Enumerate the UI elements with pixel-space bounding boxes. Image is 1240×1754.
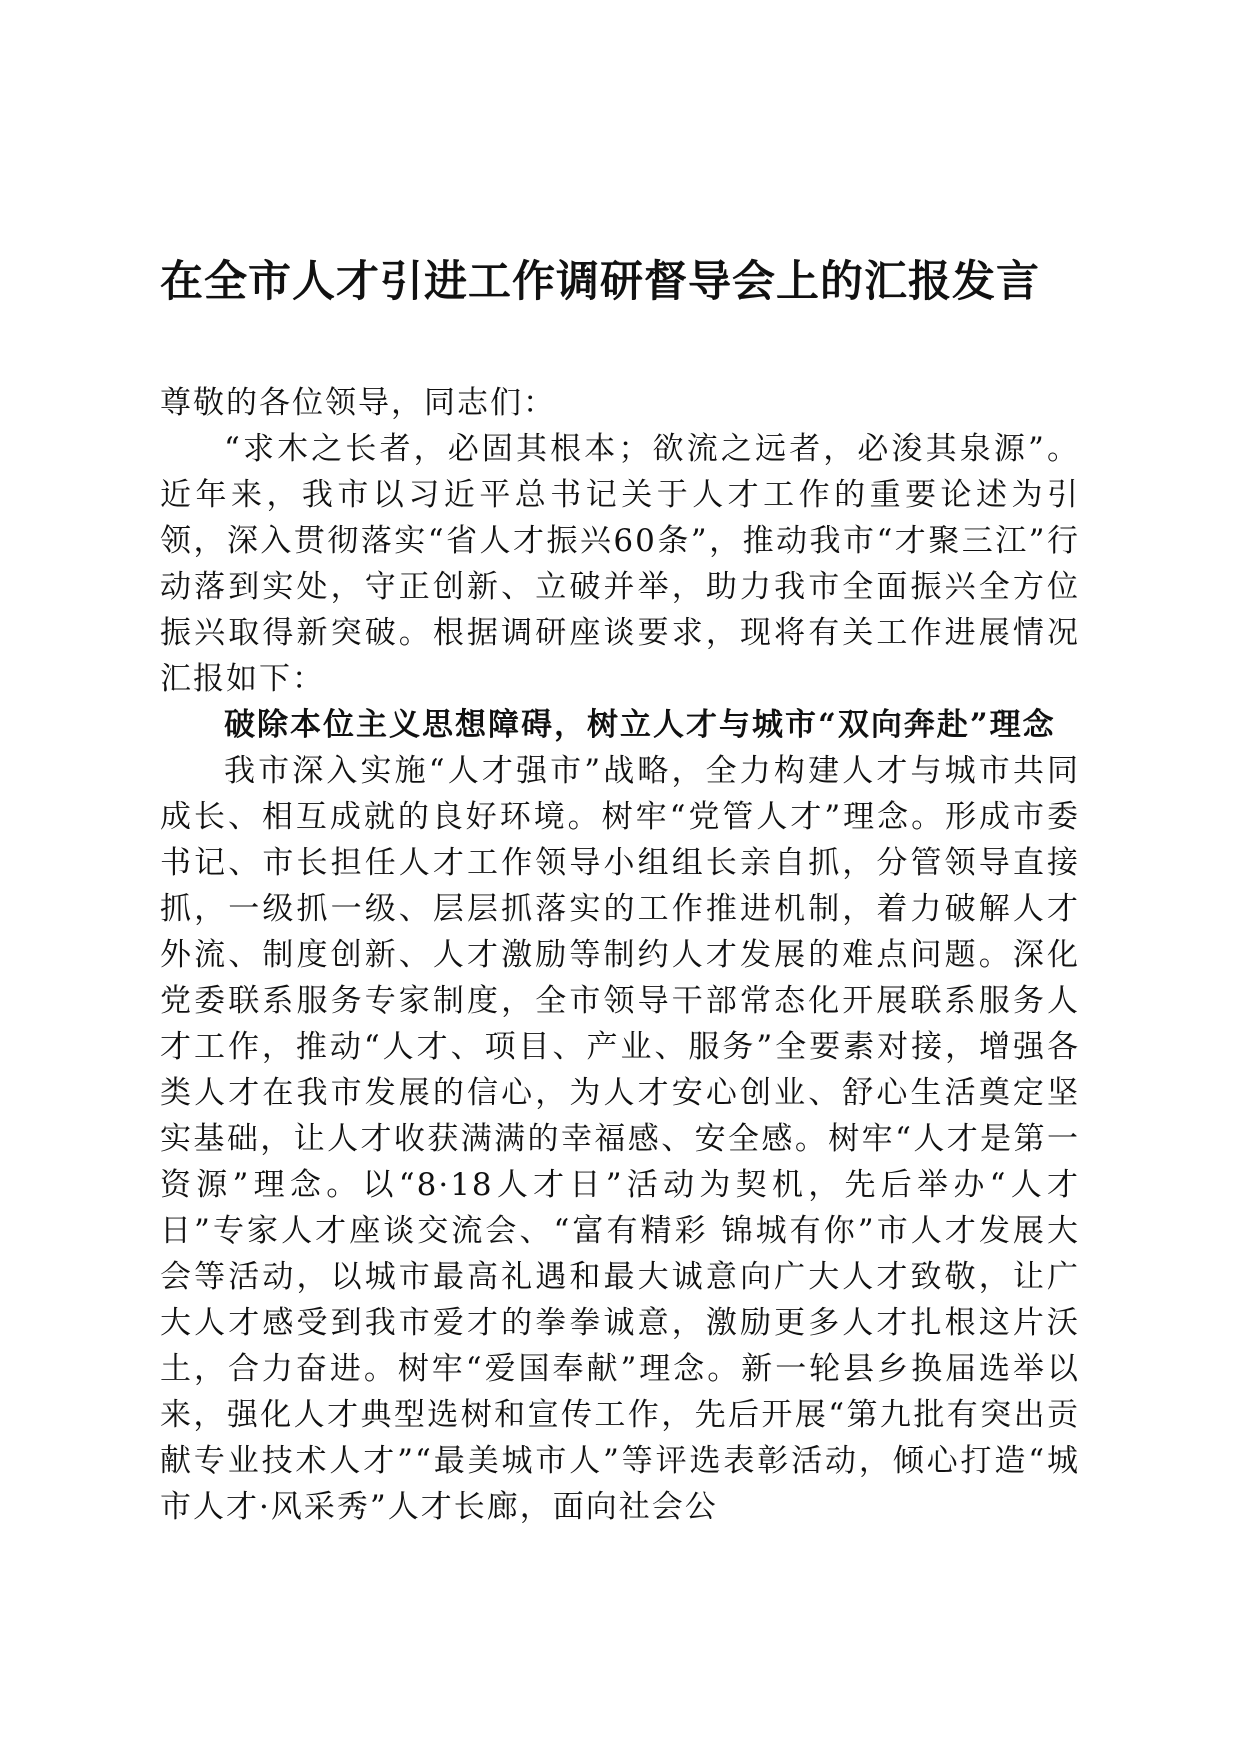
- section-paragraph: 我市深入实施“人才强市”战略，全力构建人才与城市共同成长、相互成就的良好环境。树牢“党管人才”理念。形成市委书记、市长担任人才工作领导小组组长亲自抓，分管领导直接抓，一级抓一级、层层抓落实的工作推进机制，着力破解人才外流、制度创新、人才激励等制约人才发展的难点问题。深化党委联系服务专家制度，全市领导干部常态化开展联系服务人才工作，推动“人才、项目、产业、服务”全要素对接，增强各类人才在我市发展的信心，为人才安心创业、舒心生活奠定坚实基础，让人才收获满满的幸福感、安全感。树牢“人才是第一资源”理念。以“8·18人才日”活动为契机，先后举办“人才日”专家人才座谈交流会、“富有精彩 锦城有你”市人才发展大会等活动，以城市最高礼遇和最大诚意向广大人才致敬，让广大人才感受到我市爱才的拳拳诚意，激励更多人才扎根这片沃土，合力奋进。树牢“爱国奉献”理念。新一轮县乡换届选举以来，强化人才典型选树和宣传工作，先后开展“第九批有突出贡献专业技术人才”“最美城市人”等评选表彰活动，倾心打造“城市人才·风采秀”人才长廊，面向社会公: [160, 753, 1080, 1525]
- intro-paragraph: “求木之长者，必固其根本；欲流之远者，必浚其泉源”。近年来，我市以习近平总书记关于人才工作的重要论述为引领，深入贯彻落实“省人才振兴60条”，推动我市“才聚三江”行动落到实处，守正创新、立破并举，助力我市全面振兴全方位振兴取得新突破。根据调研座谈要求，现将有关工作进展情况汇报如下：: [160, 431, 1080, 697]
- section-heading: 破除本位主义思想障碍，树立人才与城市“双向奔赴”理念: [224, 707, 1056, 743]
- salutation: 尊敬的各位领导，同志们：: [160, 385, 556, 421]
- document-page: [160, 0, 1080, 1754]
- document-title: 在全市人才引进工作调研督导会上的汇报发言: [160, 257, 1040, 307]
- document-body: [160, 380, 1080, 1530]
